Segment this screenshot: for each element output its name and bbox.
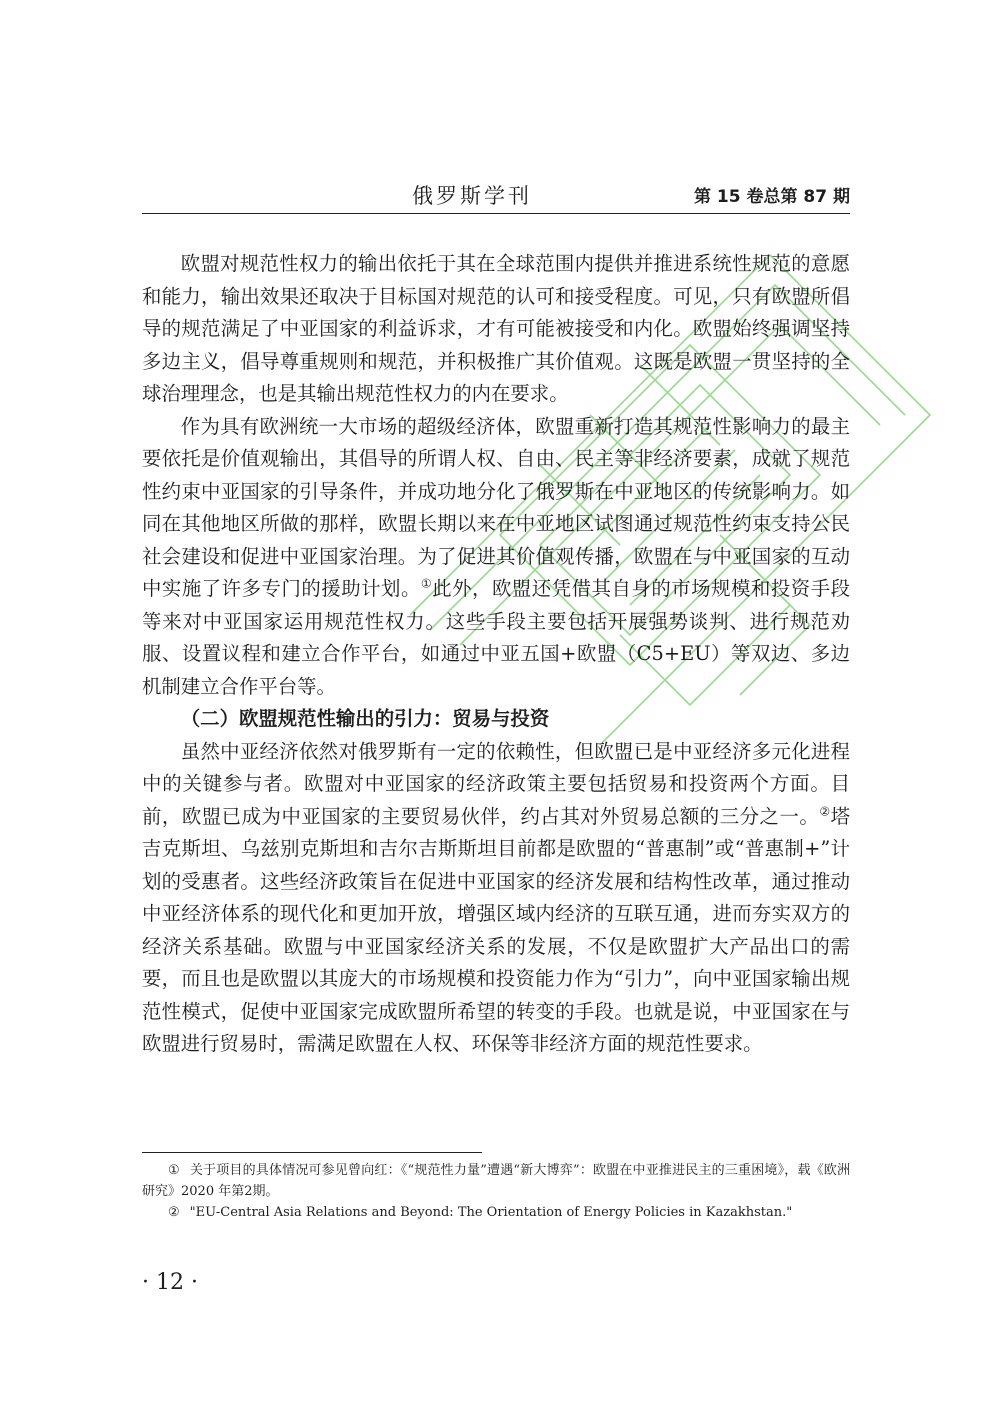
footnote-text: "EU-Central Asia Relations and Beyond: The Orientation of Energy Policies in Kazakhstan." — [189, 1205, 793, 1220]
footnote-ref[interactable]: ② — [819, 804, 831, 819]
journal-title: 俄罗斯学刊 — [412, 184, 532, 208]
paragraph-text: 虽然中亚经济依然对俄罗斯有一定的依赖性，但欧盟已是中亚经济多元化进程中的关键参与者。欧盟对中亚国家的经济政策主要包括贸易和投资两个方面。目前，欧盟已成为中亚国家的主要贸易伙伴，约占其对外贸易总额的三分之一。 — [142, 739, 850, 828]
paragraph-text: 作为具有欧洲统一大市场的超级经济体，欧盟重新打造其规范性影响力的最主要依托是价值观输出，其倡导的所谓人权、自由、民主等非经济要素，成就了规范性约束中亚国家的引导条件，并成功地分化了俄罗斯在中亚地区的传统影响力。如同在其他地区所做的那样，欧盟长期以来在中亚地区试图通过规范性约束支持公民社会建设和促进中亚国家治理。为了促进其价值观传播，欧盟在与中亚国家的互动中实施了许多专门的援助计划。 — [142, 414, 850, 600]
footnote-text: 关于项目的具体情况可参见曾向红：《“规范性力量”遭遇“新大博弈”：欧盟在中亚推进民主的三重困境》，载《欧洲研究》2020 年第2期。 — [142, 1163, 850, 1199]
footnote — [142, 1202, 850, 1223]
paragraph — [142, 736, 850, 1061]
article-body — [142, 248, 850, 1061]
footnote-ref[interactable]: ① — [420, 576, 433, 591]
footnote-mark: ② — [168, 1205, 180, 1220]
paragraph — [142, 411, 850, 704]
header-rule — [142, 213, 850, 214]
footnote-mark: ① — [168, 1163, 180, 1178]
paragraph: 欧盟对规范性权力的输出依托于其在全球范围内提供并推进系统性规范的意愿和能力，输出效果还取决于目标国对规范的认可和接受程度。可见，只有欧盟所倡导的规范满足了中亚国家的利益诉求，才有可能被接受和内化。欧盟始终强调坚持多边主义，倡导尊重规则和规范，并积极推广其价值观。这既是欧盟一贯坚持的全球治理理念，也是其输出规范性权力的内在要求。 — [142, 252, 850, 405]
paragraph-text: 塔吉克斯坦、乌兹别克斯坦和吉尔吉斯斯坦目前都是欧盟的“普惠制”或“普惠制+”计划的受惠者。这些经济政策旨在促进中亚国家的经济发展和结构性改革，通过推动中亚经济体系的现代化和更加开放，增强区域内经济的互联互通，进而夯实双方的经济关系基础。欧盟与中亚国家经济关系的发展，不仅是欧盟扩大产品出口的需要，而且也是欧盟以其庞大的市场规模和投资能力作为“引力”，向中亚国家输出规范性模式，促使中亚国家完成欧盟所希望的转变的手段。也就是说，中亚国家在与欧盟进行贸易时，需满足欧盟在人权、环保等非经济方面的规范性要求。 — [142, 804, 850, 1055]
footnote-rule — [142, 1152, 482, 1153]
footnote — [142, 1160, 850, 1202]
paragraph-text: 此外，欧盟还凭借其自身的市场规模和投资手段等来对中亚国家运用规范性权力。这些手段主要包括开展强势谈判、进行规范劝服、设置议程和建立合作平台，如通过中亚五国+欧盟（C5+EU）等双边、多边机制建立合作平台等。 — [142, 577, 851, 698]
running-header — [142, 176, 850, 216]
footnotes — [142, 1160, 850, 1223]
section-heading: （二）欧盟规范性输出的引力：贸易与投资 — [180, 707, 550, 730]
page-number: · 12 · — [142, 1270, 198, 1295]
issue-label: 第 15 卷总第 87 期 — [694, 187, 850, 207]
